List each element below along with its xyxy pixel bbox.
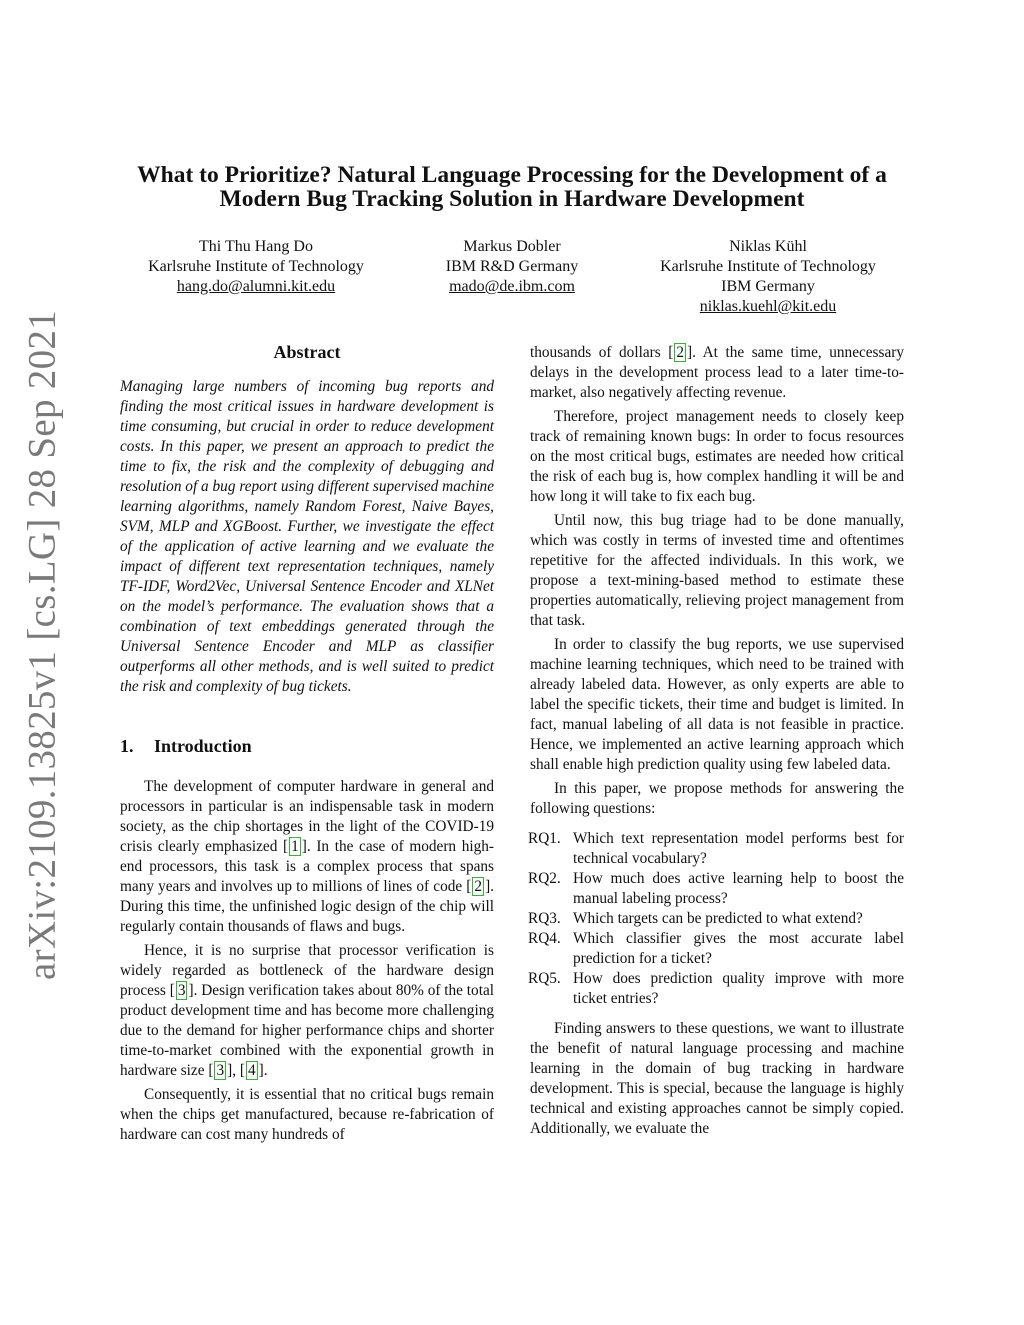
intro-paragraph-5: Therefore, project management needs to closely keep track of remaining known bugs: In order to focus resources on the most critical bugs, estimates are needed how critical the risk of each bug is, how complex handling it will be and how long it will take to fix each bug.	[530, 408, 904, 505]
author-email-link[interactable]: niklas.kuehl@kit.edu	[699, 298, 837, 315]
intro-paragraph-4: thousands of dollars [ 2 ]. At the same time, unnecessary delays in the development process lead to a later time-to-market, also negatively affecting revenue.	[530, 344, 904, 401]
research-questions-list	[530, 829, 904, 1009]
author-email-link[interactable]: mado@de.ibm.com	[449, 278, 575, 295]
rq-text: How much does active learning help to boost the manual labeling process?	[573, 870, 904, 907]
intro-paragraph-8: In this paper, we propose methods for answering the following questions:	[530, 780, 904, 817]
intro-paragraph-1: The development of computer hardware in general and processors in particular is an indispensable task in modern society, as the chip shortages in the light of the COVID-19 crisis clearly emphasized [ 1 ]. In the case of modern high-end processors, this task is a complex process that spans many years and involves up to millions of lines of code [ 2 ]. During this time, the unfinished logic design of the chip will regularly contain thousands of flaws and bugs.	[120, 778, 494, 935]
rq-text: How does prediction quality improve with more ticket entries?	[573, 970, 904, 1007]
author-2	[412, 237, 612, 297]
rq-label: RQ3.	[528, 910, 561, 927]
rq-text: Which text representation model performs best for technical vocabulary?	[573, 830, 904, 867]
left-column	[120, 341, 494, 1149]
author-affiliation: IBM R&D Germany	[445, 258, 579, 275]
citation-link[interactable]: 2	[676, 344, 684, 361]
arxiv-identifier-stamp: arXiv:2109.13825v1 [cs.LG] 28 Sep 2021	[20, 310, 64, 980]
research-question-item	[530, 829, 904, 869]
title-line-2: Modern Bug Tracking Solution in Hardware Development	[219, 186, 805, 212]
author-name: Thi Thu Hang Do	[199, 238, 313, 255]
abstract-text: Managing large numbers of incoming bug reports and finding the most critical issues in hardware development is time consuming, but crucial in order to reduce development costs. In this paper, we present an approach to predict the time to fix, the risk and the complexity of debugging and resolution of a bug report using different supervised machine learning algorithms, namely Random Forest, Naive Bayes, SVM, MLP and XGBoost. Further, we investigate the effect of the application of active learning and we evaluate the impact of different text representation techniques, namely TF-IDF, Word2Vec, Universal Sentence Encoder and XLNet on the model’s performance. The evaluation shows that a combination of text embeddings generated through the Universal Sentence Encoder and MLP as classifier outperforms all other methods, and is well suited to predict the risk and complexity of bug tickets.	[120, 378, 494, 695]
citation-link[interactable]: 3	[216, 1062, 225, 1079]
right-column	[530, 343, 904, 1143]
author-affiliation-secondary: IBM Germany	[721, 278, 815, 295]
section-title: Introduction	[154, 736, 252, 756]
rq-label: RQ5.	[528, 970, 561, 987]
intro-paragraph-6: Until now, this bug triage had to be done manually, which was costly in terms of invested time and oftentimes repetitive for the affected individuals. In this work, we propose a text-mining-based method to estimate these properties automatically, relieving project management from that task.	[530, 512, 904, 629]
rq-text: Which targets can be predicted to what extend?	[573, 910, 863, 927]
title-line-1: What to Prioritize? Natural Language Processing for the Development of a	[137, 162, 887, 188]
paper-title	[110, 163, 914, 211]
author-affiliation: Karlsruhe Institute of Technology	[660, 258, 876, 275]
intro-paragraph-9: Finding answers to these questions, we want to illustrate the benefit of natural language processing and machine learning in the domain of bug tracking in hardware development. This is special, because the language is highly technical and existing approaches cannot be simply copied. Additionally, we evaluate the	[530, 1020, 904, 1137]
research-question-item	[530, 909, 904, 929]
citation-link[interactable]: 1	[291, 838, 299, 855]
author-affiliation: Karlsruhe Institute of Technology	[148, 258, 364, 275]
rq-label: RQ1.	[528, 830, 561, 847]
citation-link[interactable]: 3	[177, 982, 186, 999]
rq-label: RQ4.	[528, 930, 561, 947]
abstract-heading: Abstract	[273, 342, 341, 362]
research-question-item	[530, 969, 904, 1009]
intro-paragraph-7: In order to classify the bug reports, we use supervised machine learning techniques, which need to be trained with already labeled data. However, as only experts are able to label the specific tickets, their time and budget is limited. In fact, manual labeling of all data is not feasible in practice. Hence, we implemented an active learning approach which shall enable high prediction quality using few labeled data.	[530, 636, 904, 773]
citation-link[interactable]: 2	[474, 878, 483, 895]
research-question-item	[530, 869, 904, 909]
author-1	[120, 237, 392, 297]
citation-link[interactable]: 4	[247, 1062, 256, 1079]
intro-paragraph-3: Consequently, it is essential that no critical bugs remain when the chips get manufactured, because re-fabrication of hardware can cost many hundreds of	[120, 1086, 494, 1143]
intro-paragraph-2: Hence, it is no surprise that processor verification is widely regarded as bottleneck of the hardware design process [ 3 ]. Design verification takes about 80% of the total product development time and has become more challenging due to the demand for higher performance chips and shorter time-to-market combined with the exponential growth in hardware size [ 3 ], [ 4 ].	[120, 942, 494, 1079]
research-question-item	[530, 929, 904, 969]
author-name: Markus Dobler	[463, 238, 561, 255]
rq-label: RQ2.	[528, 870, 561, 887]
author-name: Niklas Kühl	[729, 238, 807, 255]
section-number: 1.	[120, 736, 134, 756]
section-heading-introduction	[120, 735, 494, 757]
author-email-link[interactable]: hang.do@alumni.kit.edu	[176, 278, 336, 295]
rq-text: Which classifier gives the most accurate label prediction for a ticket?	[573, 930, 904, 967]
author-3	[632, 237, 904, 317]
